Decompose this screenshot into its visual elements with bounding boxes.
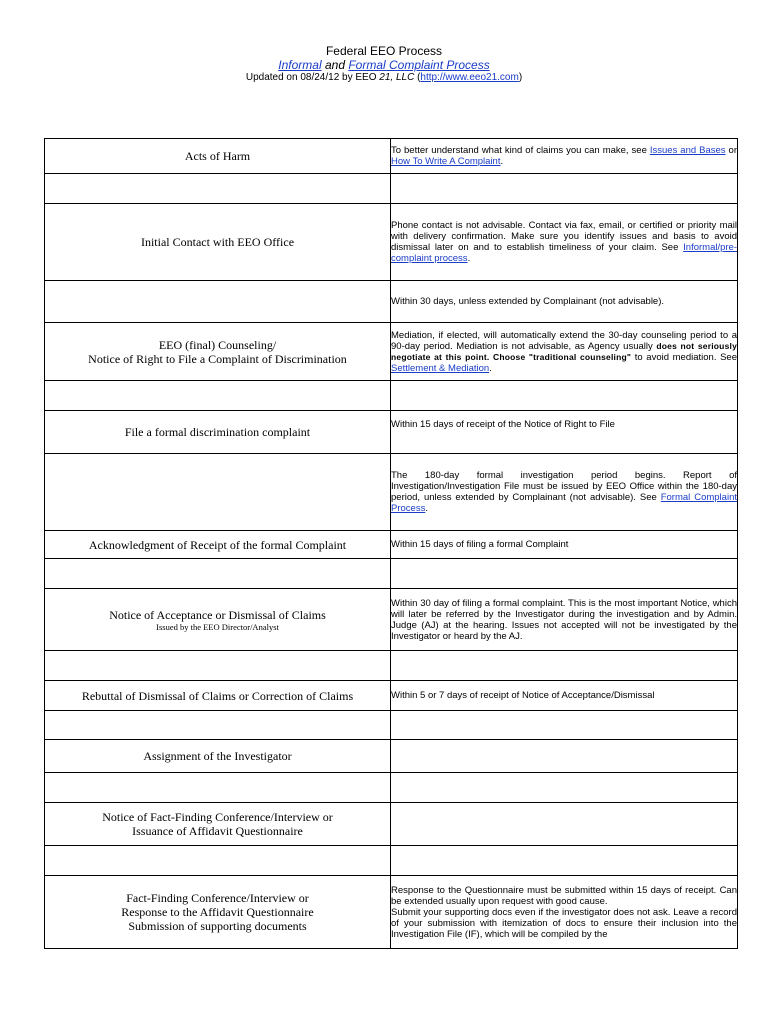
- table-row: [45, 411, 738, 454]
- table-row-spacer: [45, 174, 738, 204]
- table-row: [45, 740, 738, 773]
- step-label: Acts of Harm: [45, 139, 391, 174]
- how-to-write-complaint-link[interactable]: How To Write A Complaint: [391, 156, 501, 167]
- step-label: EEO (final) Counseling/ Notice of Right to File a Complaint of Discrimination: [45, 323, 391, 381]
- settlement-mediation-link[interactable]: Settlement & Mediation: [391, 362, 490, 374]
- step-label: Notice of Fact-Finding Conference/Interview or Issuance of Affidavit Questionnaire: [45, 803, 391, 846]
- table-row: [45, 281, 738, 323]
- subtitle-and: and: [321, 58, 349, 72]
- issues-and-bases-link[interactable]: Issues and Bases: [649, 145, 726, 156]
- process-table: [44, 138, 738, 949]
- table-row-spacer: [45, 381, 738, 411]
- formal-complaint-process-row-link[interactable]: Formal Complaint Process: [391, 492, 737, 514]
- table-row: [45, 681, 738, 711]
- step-note: Phone contact is not advisable. Contact via fax, email, or certified or priority mail with delivery confirmation. Make sure you identify issues and basis to avoid dismissal later on and to establish timeliness of your claim. See Informal/pre-complaint process.: [391, 204, 738, 281]
- table-row: [45, 803, 738, 846]
- table-row: [45, 323, 738, 381]
- informal-link[interactable]: Informal: [278, 58, 322, 72]
- step-note: To better understand what kind of claims you can make, see Issues and Bases or How To Write A Complaint.: [391, 139, 738, 174]
- step-note: Response to the Questionnaire must be submitted within 15 days of receipt. Can be extended usually upon request with good cause. Submit your supporting docs even if the investigator does not ask. Leave a record of your submission with itemization of docs to ensure their inclusion into the Investigation File (IF), which will be compiled by the: [391, 876, 738, 949]
- step-note: Within 15 days of filing a formal Complaint: [391, 531, 738, 559]
- step-note: Within 15 days of receipt of the Notice of Right to File: [391, 411, 738, 454]
- informal-pre-complaint-link[interactable]: Informal/pre-complaint process: [391, 242, 737, 264]
- eeo21-website-link[interactable]: http://www.eeo21.com: [420, 72, 519, 83]
- document-subtitle: [0, 58, 768, 72]
- table-row-spacer: [45, 773, 738, 803]
- table-row: [45, 454, 738, 531]
- table-row-spacer: [45, 651, 738, 681]
- step-note: Within 30 day of filing a formal complaint. This is the most important Notice, which will later be referred by the Investigator during the investigation and by Admin. Judge (AJ) at the hearing. Issues not accepted will not be investigated by the Investigator or heard by the AJ.: [391, 589, 738, 651]
- table-row-spacer: [45, 711, 738, 740]
- table-row: [45, 589, 738, 651]
- table-row-spacer: [45, 846, 738, 876]
- step-label: Acknowledgment of Receipt of the formal Complaint: [45, 531, 391, 559]
- table-row: [45, 204, 738, 281]
- step-note: Mediation, if elected, will automatically extend the 30-day counseling period to a 90-day period. Mediation is not advisable, as Agency usually does not seriously negotiate at this point. Choose "traditional counseling" to avoid mediation. See Settlement & Mediation.: [391, 323, 738, 381]
- step-label: Rebuttal of Dismissal of Claims or Correction of Claims: [45, 681, 391, 711]
- step-note: Within 5 or 7 days of receipt of Notice of Acceptance/Dismissal: [391, 681, 738, 711]
- updated-line: Updated on 08/24/12 by EEO 21, LLC (http://www.eeo21.com): [245, 72, 523, 83]
- step-label: Notice of Acceptance or Dismissal of Claims Issued by the EEO Director/Analyst: [45, 589, 391, 651]
- table-row: [45, 139, 738, 174]
- step-label: File a formal discrimination complaint: [45, 411, 391, 454]
- document-title: Federal EEO Process: [325, 44, 443, 58]
- table-row-spacer: [45, 559, 738, 589]
- table-row: [45, 876, 738, 949]
- step-label: Initial Contact with EEO Office: [45, 204, 391, 281]
- step-label: Fact-Finding Conference/Interview or Response to the Affidavit Questionnaire Submission of supporting documents: [45, 876, 391, 949]
- step-note: Within 30 days, unless extended by Complainant (not advisable).: [391, 281, 738, 323]
- step-note: The 180-day formal investigation period begins. Report of Investigation/Investigation File must be issued by EEO Office within the 180-day period, unless extended by Complainant (not advisable). See Formal Complaint Process.: [391, 454, 738, 531]
- formal-complaint-process-link[interactable]: Formal Complaint Process: [348, 58, 490, 72]
- step-label: Assignment of the Investigator: [45, 740, 391, 773]
- table-row: [45, 531, 738, 559]
